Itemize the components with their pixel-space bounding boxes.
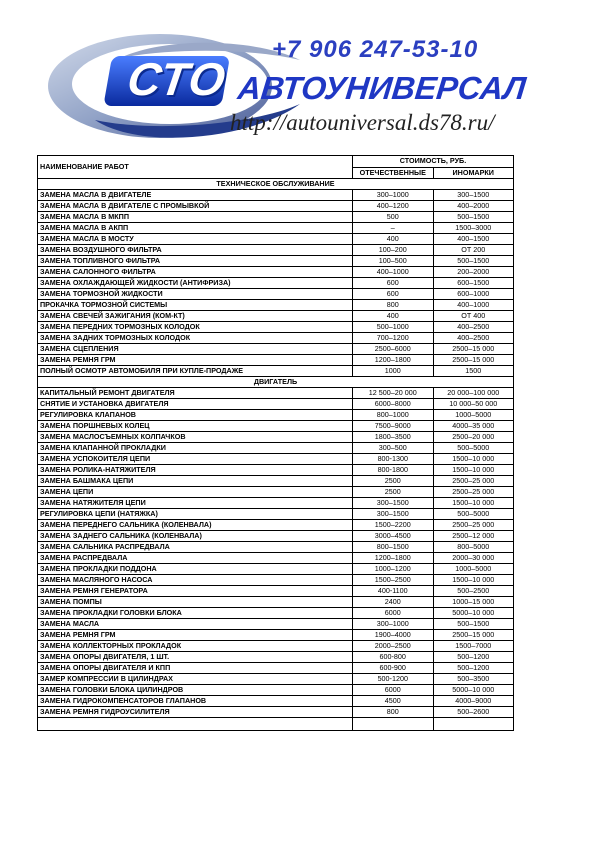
price-domestic: 500 [353, 212, 434, 223]
table-row [38, 564, 514, 575]
price-table [37, 155, 514, 731]
empty-cell [433, 718, 514, 731]
price-foreign: 1500 [433, 366, 514, 377]
table-header-row [38, 156, 514, 168]
price-foreign: 2500–12 000 [433, 531, 514, 542]
table-row [38, 652, 514, 663]
service-name: ЗАМЕНА МАСЛЯНОГО НАСОСА [38, 575, 353, 586]
col-header-foreign: ИНОМАРКИ [433, 167, 514, 179]
price-domestic: 800-1300 [353, 454, 434, 465]
service-name: ЗАМЕНА РЕМНЯ ГРМ [38, 630, 353, 641]
price-foreign: 400–1000 [433, 300, 514, 311]
service-name: ЗАМЕНА ПОМПЫ [38, 597, 353, 608]
section-title: ТЕХНИЧЕСКОЕ ОБСЛУЖИВАНИЕ [38, 179, 514, 190]
table-row [38, 531, 514, 542]
price-domestic: 500-1200 [353, 674, 434, 685]
price-foreign: 500–2500 [433, 586, 514, 597]
service-name: КАПИТАЛЬНЫЙ РЕМОНТ ДВИГАТЕЛЯ [38, 388, 353, 399]
table-row [38, 355, 514, 366]
table-row [38, 663, 514, 674]
price-foreign: 5000–10 000 [433, 608, 514, 619]
table-row [38, 498, 514, 509]
table-row [38, 487, 514, 498]
table-row [38, 289, 514, 300]
table-row [38, 223, 514, 234]
price-domestic: 7500–9000 [353, 421, 434, 432]
table-row [38, 278, 514, 289]
table-row [38, 707, 514, 718]
service-name: ЗАМЕНА ОПОРЫ ДВИГАТЕЛЯ, 1 ШТ. [38, 652, 353, 663]
table-row [38, 575, 514, 586]
service-name: ЗАМЕНА ТОПЛИВНОГО ФИЛЬТРА [38, 256, 353, 267]
price-domestic: 12 500–20 000 [353, 388, 434, 399]
table-row [38, 674, 514, 685]
service-name: ЗАМЕНА МАСЛА В АКПП [38, 223, 353, 234]
price-domestic: 600 [353, 289, 434, 300]
empty-cell [38, 718, 353, 731]
table-row [38, 388, 514, 399]
service-name: ЗАМЕНА УСПОКОИТЕЛЯ ЦЕПИ [38, 454, 353, 465]
service-name: ЗАМЕНА РЕМНЯ ГИДРОУСИЛИТЕЛЯ [38, 707, 353, 718]
price-foreign: 1500–10 000 [433, 498, 514, 509]
price-foreign: ОТ 400 [433, 311, 514, 322]
price-domestic: 600-900 [353, 663, 434, 674]
price-foreign: 2500–15 000 [433, 355, 514, 366]
table-row [38, 344, 514, 355]
service-name: ЗАМЕНА СЦЕПЛЕНИЯ [38, 344, 353, 355]
table-body [38, 179, 514, 731]
service-name: ЗАМЕНА МАСЛА В ДВИГАТЕЛЕ С ПРОМЫВКОЙ [38, 201, 353, 212]
section-title: ДВИГАТЕЛЬ [38, 377, 514, 388]
table-row [38, 432, 514, 443]
price-domestic: 600-800 [353, 652, 434, 663]
price-domestic: 400 [353, 311, 434, 322]
service-name: ПРОКАЧКА ТОРМОЗНОЙ СИСТЕМЫ [38, 300, 353, 311]
price-domestic: 1500–2200 [353, 520, 434, 531]
service-name: ЗАМЕНА РЕМНЯ ГЕНЕРАТОРА [38, 586, 353, 597]
table-row [38, 234, 514, 245]
price-domestic: 1200–1800 [353, 355, 434, 366]
price-foreign: 1500–3000 [433, 223, 514, 234]
service-name: ЗАМЕНА МАСЛА В МОСТУ [38, 234, 353, 245]
service-name: ЗАМЕНА ПРОКЛАДКИ ГОЛОВКИ БЛОКА [38, 608, 353, 619]
price-foreign: 1000–5000 [433, 410, 514, 421]
service-name: ЗАМЕНА ВОЗДУШНОГО ФИЛЬТРА [38, 245, 353, 256]
price-foreign: 2500–25 000 [433, 487, 514, 498]
service-name: ЗАМЕНА ГИДРОКОМПЕНСАТОРОВ ГЛАПАНОВ [38, 696, 353, 707]
service-name: ЗАМЕНА МАСЛА В МКПП [38, 212, 353, 223]
logo-sto-text: СТО [124, 53, 230, 105]
price-foreign: 500–1200 [433, 652, 514, 663]
table-row [38, 641, 514, 652]
table-row [38, 509, 514, 520]
price-domestic: 800–1500 [353, 542, 434, 553]
table-row [38, 190, 514, 201]
service-name: ЗАМЕНА ОПОРЫ ДВИГАТЕЛЯ И КПП [38, 663, 353, 674]
price-foreign: 1500–10 000 [433, 454, 514, 465]
table-row [38, 333, 514, 344]
price-domestic: 2500 [353, 476, 434, 487]
price-foreign: 500–5000 [433, 443, 514, 454]
price-domestic: 400-1100 [353, 586, 434, 597]
price-domestic: 800–1000 [353, 410, 434, 421]
table-row [38, 410, 514, 421]
price-foreign: 500–3500 [433, 674, 514, 685]
website-url[interactable]: http://autouniversal.ds78.ru/ [230, 110, 495, 135]
price-domestic: 1900–4000 [353, 630, 434, 641]
price-domestic: 2000–2500 [353, 641, 434, 652]
section-header-row [38, 377, 514, 388]
service-name: ЗАМЕНА МАСЛОСЪЕМНЫХ КОЛПАЧКОВ [38, 432, 353, 443]
table-row [38, 212, 514, 223]
price-foreign: 400–2000 [433, 201, 514, 212]
price-foreign: 400–2500 [433, 333, 514, 344]
price-foreign: 2500–25 000 [433, 476, 514, 487]
service-name: ЗАМЕНА КЛАПАННОЙ ПРОКЛАДКИ [38, 443, 353, 454]
service-name: ЗАМЕНА ОХЛАЖДАЮЩЕЙ ЖИДКОСТИ (АНТИФРИЗА) [38, 278, 353, 289]
price-domestic: 100–500 [353, 256, 434, 267]
service-name: ЗАМЕНА ЦЕПИ [38, 487, 353, 498]
price-domestic: 1800–3500 [353, 432, 434, 443]
price-foreign: 600–1000 [433, 289, 514, 300]
price-foreign: 5000–10 000 [433, 685, 514, 696]
price-domestic: 100–200 [353, 245, 434, 256]
table-row [38, 267, 514, 278]
price-domestic: 300–500 [353, 443, 434, 454]
service-name: ПОЛНЫЙ ОСМОТР АВТОМОБИЛЯ ПРИ КУПЛЕ-ПРОДАЖЕ [38, 366, 353, 377]
price-foreign: 500–1500 [433, 256, 514, 267]
price-foreign: 400–2500 [433, 322, 514, 333]
table-row [38, 454, 514, 465]
price-foreign: 800–5000 [433, 542, 514, 553]
service-name: ЗАМЕНА ПОРШНЕВЫХ КОЛЕЦ [38, 421, 353, 432]
service-name: ЗАМЕНА БАШМАКА ЦЕПИ [38, 476, 353, 487]
price-foreign: 300–1500 [433, 190, 514, 201]
price-foreign: 1000–15 000 [433, 597, 514, 608]
price-domestic: 2500–6000 [353, 344, 434, 355]
price-foreign: 500–1500 [433, 212, 514, 223]
table-row [38, 597, 514, 608]
table-row [38, 245, 514, 256]
table-row [38, 619, 514, 630]
price-domestic: 3000–4500 [353, 531, 434, 542]
price-foreign: 2500–20 000 [433, 432, 514, 443]
table-row [38, 300, 514, 311]
service-name: ЗАМЕНА РАСПРЕДВАЛА [38, 553, 353, 564]
service-name: РЕГУЛИРОВКА КЛАПАНОВ [38, 410, 353, 421]
price-domestic: 2500 [353, 487, 434, 498]
price-table-container [37, 155, 514, 731]
service-name: ЗАМЕНА ПРОКЛАДКИ ПОДДОНА [38, 564, 353, 575]
price-foreign: 10 000–50 000 [433, 399, 514, 410]
table-row [38, 476, 514, 487]
service-name: ЗАМЕНА МАСЛА [38, 619, 353, 630]
price-foreign: 4000–35 000 [433, 421, 514, 432]
table-row [38, 586, 514, 597]
table-row [38, 630, 514, 641]
price-domestic: 400–1000 [353, 267, 434, 278]
service-name: РЕГУЛИРОВКА ЦЕПИ (НАТЯЖКА) [38, 509, 353, 520]
table-row [38, 322, 514, 333]
price-domestic: 1000–1200 [353, 564, 434, 575]
col-header-domestic: ОТЕЧЕСТВЕННЫЕ [353, 167, 434, 179]
table-row [38, 520, 514, 531]
price-domestic: 700–1200 [353, 333, 434, 344]
price-foreign: 4000–9000 [433, 696, 514, 707]
phone-number[interactable]: +7 906 247-53-10 [272, 36, 479, 63]
price-foreign: 500–1500 [433, 619, 514, 630]
service-name: ЗАМЕНА ГОЛОВКИ БЛОКА ЦИЛИНДРОВ [38, 685, 353, 696]
price-domestic: – [353, 223, 434, 234]
price-foreign: 1500–7000 [433, 641, 514, 652]
table-row [38, 201, 514, 212]
price-foreign: 2000–30 000 [433, 553, 514, 564]
price-domestic: 6000 [353, 608, 434, 619]
price-domestic: 300–1000 [353, 619, 434, 630]
price-domestic: 300–1500 [353, 509, 434, 520]
price-domestic: 500–1000 [353, 322, 434, 333]
brand-name: АВТОУНИВЕРСАЛ [236, 70, 528, 106]
price-foreign: 200–2000 [433, 267, 514, 278]
col-header-name: НАИМЕНОВАНИЕ РАБОТ [38, 156, 353, 179]
table-row [38, 311, 514, 322]
table-row [38, 465, 514, 476]
price-domestic: 1200–1800 [353, 553, 434, 564]
service-name: ЗАМЕНА ЗАДНИХ ТОРМОЗНЫХ КОЛОДОК [38, 333, 353, 344]
table-row [38, 696, 514, 707]
price-foreign: 2500–15 000 [433, 630, 514, 641]
table-row [38, 542, 514, 553]
table-row [38, 421, 514, 432]
service-name: ЗАМЕНА САЛЬНИКА РАСПРЕДВАЛА [38, 542, 353, 553]
price-domestic: 1500–2500 [353, 575, 434, 586]
price-domestic: 2400 [353, 597, 434, 608]
table-row [38, 443, 514, 454]
empty-cell [353, 718, 434, 731]
service-name: ЗАМЕНА САЛОННОГО ФИЛЬТРА [38, 267, 353, 278]
service-name: ЗАМЕР КОМПРЕССИИ В ЦИЛИНДРАХ [38, 674, 353, 685]
price-domestic: 800-1800 [353, 465, 434, 476]
price-foreign: 1500–10 000 [433, 465, 514, 476]
price-domestic: 800 [353, 707, 434, 718]
table-row [38, 608, 514, 619]
price-foreign: 400–1500 [433, 234, 514, 245]
price-foreign: 600–1500 [433, 278, 514, 289]
price-foreign: 1500–10 000 [433, 575, 514, 586]
price-foreign: ОТ 200 [433, 245, 514, 256]
price-foreign: 500–1200 [433, 663, 514, 674]
col-header-cost: СТОИМОСТЬ, РУБ. [353, 156, 514, 168]
price-domestic: 600 [353, 278, 434, 289]
price-domestic: 400–1200 [353, 201, 434, 212]
price-domestic: 800 [353, 300, 434, 311]
table-row [38, 553, 514, 564]
service-name: СНЯТИЕ И УСТАНОВКА ДВИГАТЕЛЯ [38, 399, 353, 410]
service-name: ЗАМЕНА ЗАДНЕГО САЛЬНИКА (КОЛЕНВАЛА) [38, 531, 353, 542]
price-domestic: 4500 [353, 696, 434, 707]
service-name: ЗАМЕНА СВЕЧЕЙ ЗАЖИГАНИЯ (КОМ-КТ) [38, 311, 353, 322]
header-logo-area [0, 0, 600, 150]
price-domestic: 400 [353, 234, 434, 245]
service-name: ЗАМЕНА КОЛЛЕКТОРНЫХ ПРОКЛАДОК [38, 641, 353, 652]
service-name: ЗАМЕНА НАТЯЖИТЕЛЯ ЦЕПИ [38, 498, 353, 509]
section-header-row [38, 179, 514, 190]
price-foreign: 20 000–100 000 [433, 388, 514, 399]
service-name: ЗАМЕНА ПЕРЕДНЕГО САЛЬНИКА (КОЛЕНВАЛА) [38, 520, 353, 531]
table-row [38, 399, 514, 410]
price-domestic: 1000 [353, 366, 434, 377]
price-foreign: 2500–15 000 [433, 344, 514, 355]
price-domestic: 6000–8000 [353, 399, 434, 410]
price-foreign: 2500–25 000 [433, 520, 514, 531]
table-row [38, 685, 514, 696]
service-name: ЗАМЕНА ПЕРЕДНИХ ТОРМОЗНЫХ КОЛОДОК [38, 322, 353, 333]
price-domestic: 300–1500 [353, 498, 434, 509]
table-row [38, 256, 514, 267]
service-name: ЗАМЕНА РОЛИКА-НАТЯЖИТЕЛЯ [38, 465, 353, 476]
price-foreign: 500–5000 [433, 509, 514, 520]
price-domestic: 6000 [353, 685, 434, 696]
table-row [38, 366, 514, 377]
price-foreign: 1000–5000 [433, 564, 514, 575]
service-name: ЗАМЕНА ТОРМОЗНОЙ ЖИДКОСТИ [38, 289, 353, 300]
price-foreign: 500–2600 [433, 707, 514, 718]
price-domestic: 300–1000 [353, 190, 434, 201]
service-name: ЗАМЕНА РЕМНЯ ГРМ [38, 355, 353, 366]
empty-row [38, 718, 514, 731]
service-name: ЗАМЕНА МАСЛА В ДВИГАТЕЛЕ [38, 190, 353, 201]
